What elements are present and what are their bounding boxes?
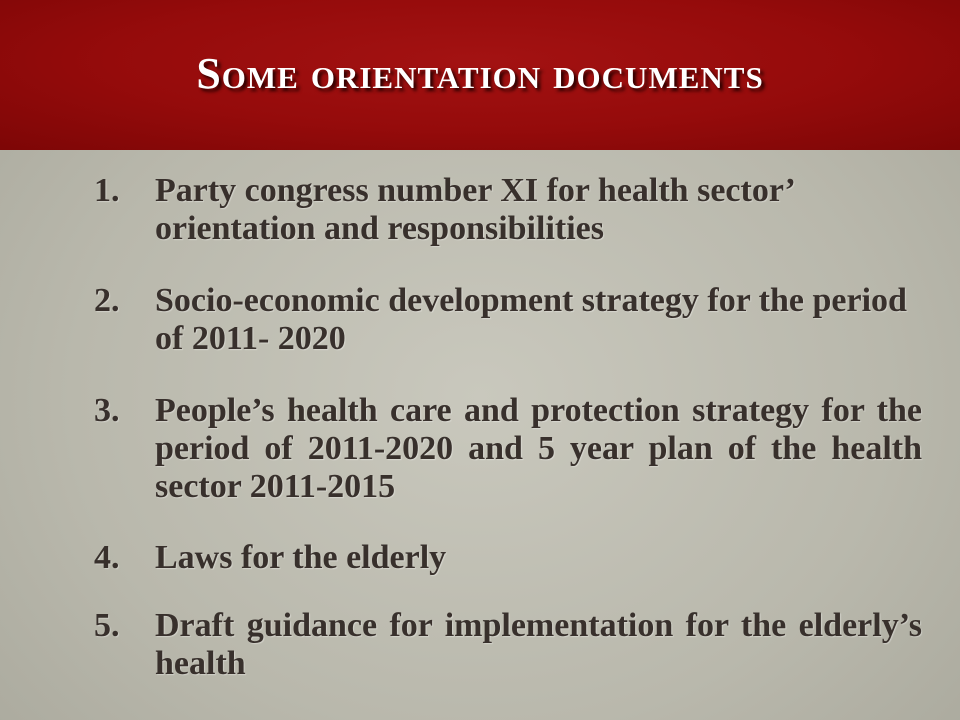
list-item: [94, 282, 922, 358]
list-item-text: Socio-economic development strategy for the period of 2011- 2020: [155, 282, 907, 357]
list-item-number: 3.: [94, 392, 120, 429]
list-item-number: 2.: [94, 282, 120, 319]
list-item: [94, 539, 922, 577]
list-item: [94, 607, 922, 683]
list-item-number: 5.: [94, 607, 120, 644]
list-item-text: People’s health care and protection strategy for the period of 2011-2020 and 5 year plan of the health sector 2011-2015: [155, 392, 922, 505]
document-list: [94, 172, 922, 683]
slide-title: Some orientation documents: [196, 48, 764, 98]
list-item-text: Laws for the elderly: [155, 539, 447, 576]
list-item-text: Party congress number XI for health sector’ orientation and responsibilities: [155, 172, 794, 247]
list-item: [94, 392, 922, 506]
list-item-number: 1.: [94, 172, 120, 209]
list-item-text: Draft guidance for implementation for the elderly’s health: [155, 607, 922, 682]
list-item: [94, 172, 922, 248]
list-item-number: 4.: [94, 539, 120, 576]
title-bar: [0, 0, 960, 150]
